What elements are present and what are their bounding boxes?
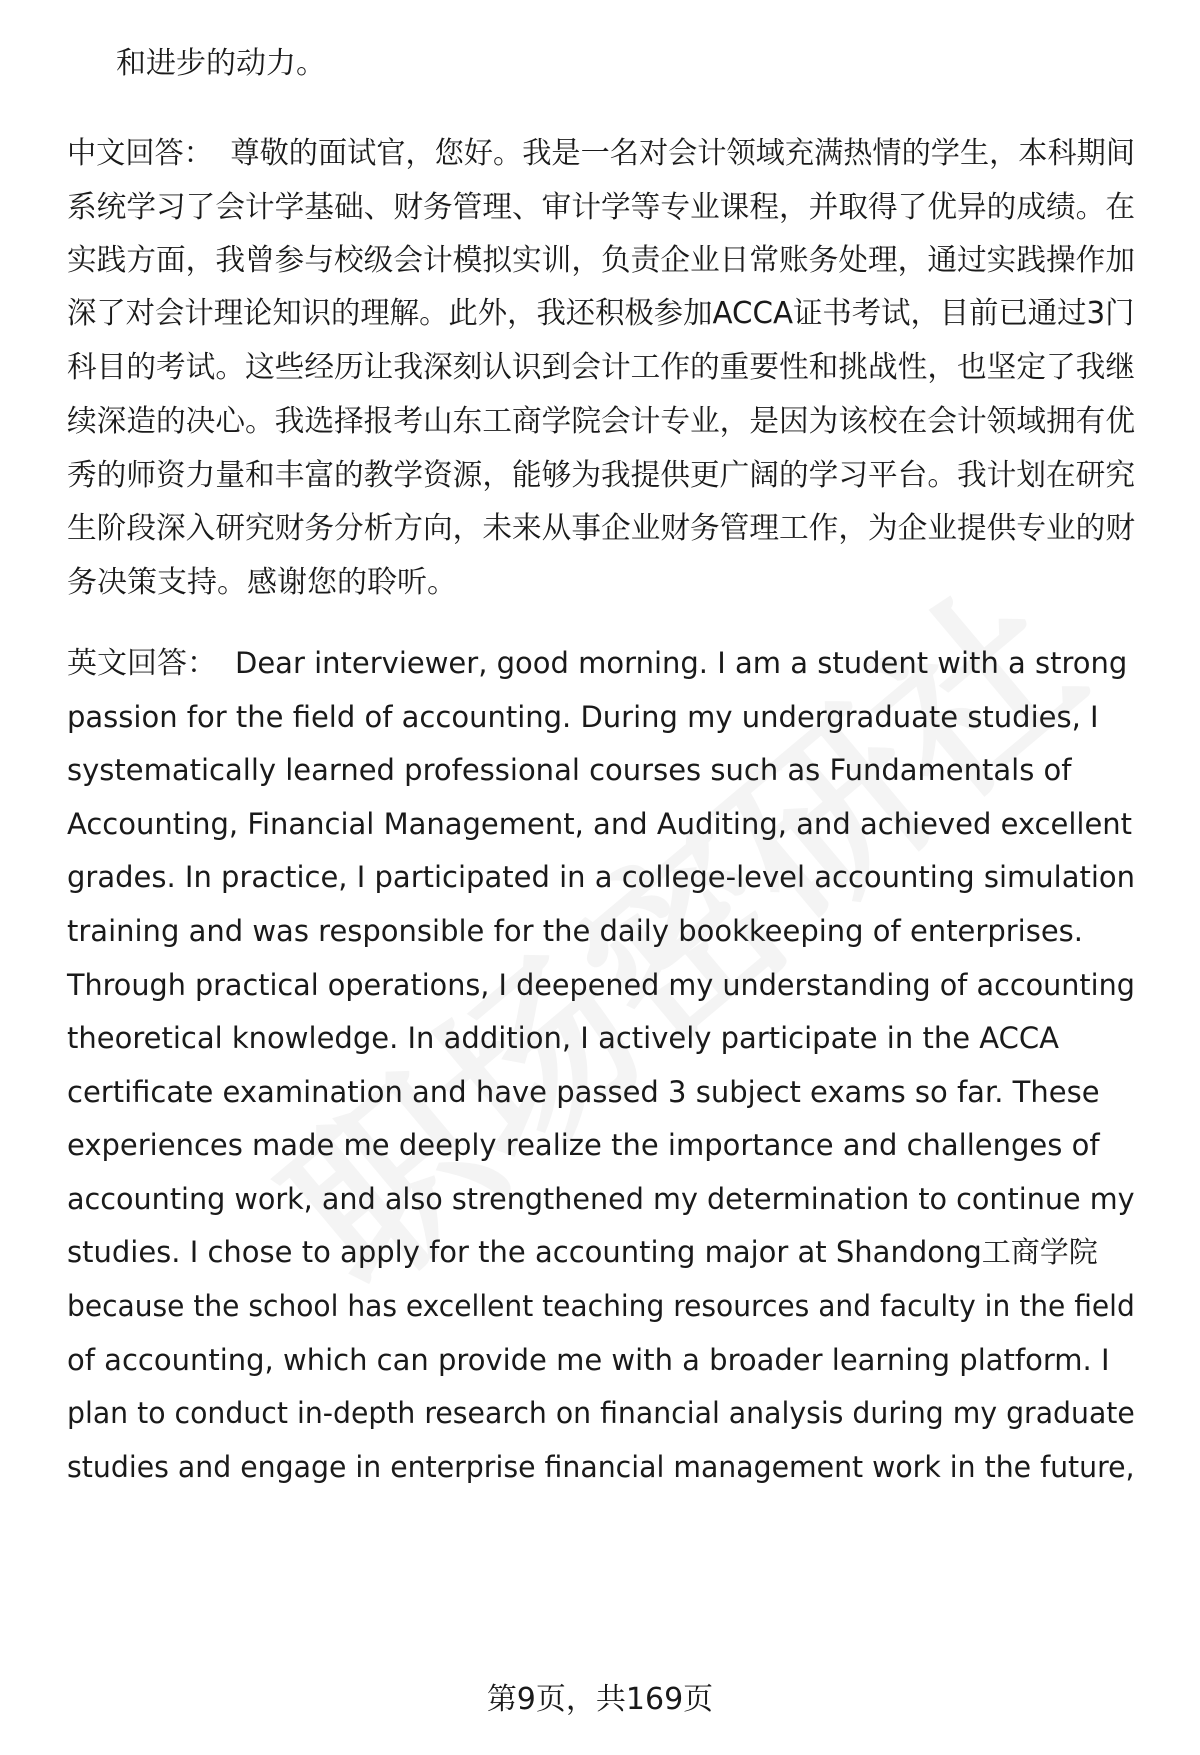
- chinese-answer-line: 生阶段深入研究财务分析方向，未来从事企业财务管理工作，为企业提供专业的财: [67, 511, 1136, 546]
- intro-tail-line: 和进步的动力。: [116, 46, 326, 81]
- english-answer-line: theoretical knowledge. In addition, I actively participate in the ACCA: [67, 1021, 1059, 1055]
- watermark: [223, 576, 1057, 1338]
- english-answer-label: 英文回答：: [67, 646, 217, 681]
- english-answer-line: studies. I chose to apply for the accounting major at Shandong工商学院: [67, 1235, 1098, 1269]
- page-footer: 第9页，共169页: [486, 1682, 714, 1717]
- english-answer-line: experiences made me deeply realize the importance and challenges of: [67, 1128, 1100, 1162]
- english-answer-line: plan to conduct in-depth research on financial analysis during my graduate: [67, 1396, 1135, 1430]
- english-answer-line: [67, 643, 1127, 683]
- english-answer-line: of accounting, which can provide me with a broader learning platform. I: [67, 1343, 1110, 1377]
- english-answer-line: studies and engage in enterprise financial management work in the future,: [67, 1450, 1135, 1484]
- chinese-answer-line: [67, 134, 1135, 174]
- english-answer-line: certificate examination and have passed 3 subject exams so far. These: [67, 1075, 1100, 1109]
- english-answer-line: systematically learned professional courses such as Fundamentals of: [67, 753, 1072, 787]
- english-answer-line: because the school has excellent teaching resources and faculty in the field: [67, 1289, 1135, 1323]
- english-answer-line: accounting work, and also strengthened my determination to continue my: [67, 1182, 1135, 1216]
- chinese-answer-text: 尊敬的面试官，您好。我是一名对会计领域充满热情的学生，本科期间: [230, 136, 1136, 171]
- chinese-answer-line: 科目的考试。这些经历让我深刻认识到会计工作的重要性和挑战性，也坚定了我继: [67, 350, 1136, 385]
- chinese-answer-line: 深了对会计理论知识的理解。此外，我还积极参加ACCA证书考试，目前已通过3门: [67, 296, 1135, 331]
- english-answer-line: grades. In practice, I participated in a college-level accounting simulation: [67, 860, 1136, 894]
- chinese-answer-line: 实践方面，我曾参与校级会计模拟实训，负责企业日常账务处理，通过实践操作加: [67, 243, 1136, 278]
- english-answer-line: passion for the field of accounting. During my undergraduate studies, I: [67, 700, 1099, 734]
- chinese-answer-line: 秀的师资力量和丰富的教学资源，能够为我提供更广阔的学习平台。我计划在研究: [67, 458, 1136, 493]
- english-answer-line: Through practical operations, I deepened my understanding of accounting: [67, 968, 1135, 1002]
- chinese-answer-line: 系统学习了会计学基础、财务管理、审计学等专业课程，并取得了优异的成绩。在: [67, 190, 1136, 225]
- chinese-answer-line: 务决策支持。感谢您的聆听。: [67, 565, 457, 600]
- english-answer-line: Accounting, Financial Management, and Auditing, and achieved excellent: [67, 807, 1133, 841]
- chinese-answer-line: 续深造的决心。我选择报考山东工商学院会计专业，是因为该校在会计领域拥有优: [67, 404, 1136, 439]
- english-answer-text: Dear interviewer, good morning. I am a student with a strong: [235, 646, 1128, 680]
- english-answer-line: training and was responsible for the daily bookkeeping of enterprises.: [67, 914, 1083, 948]
- chinese-answer-label: 中文回答：: [67, 136, 213, 171]
